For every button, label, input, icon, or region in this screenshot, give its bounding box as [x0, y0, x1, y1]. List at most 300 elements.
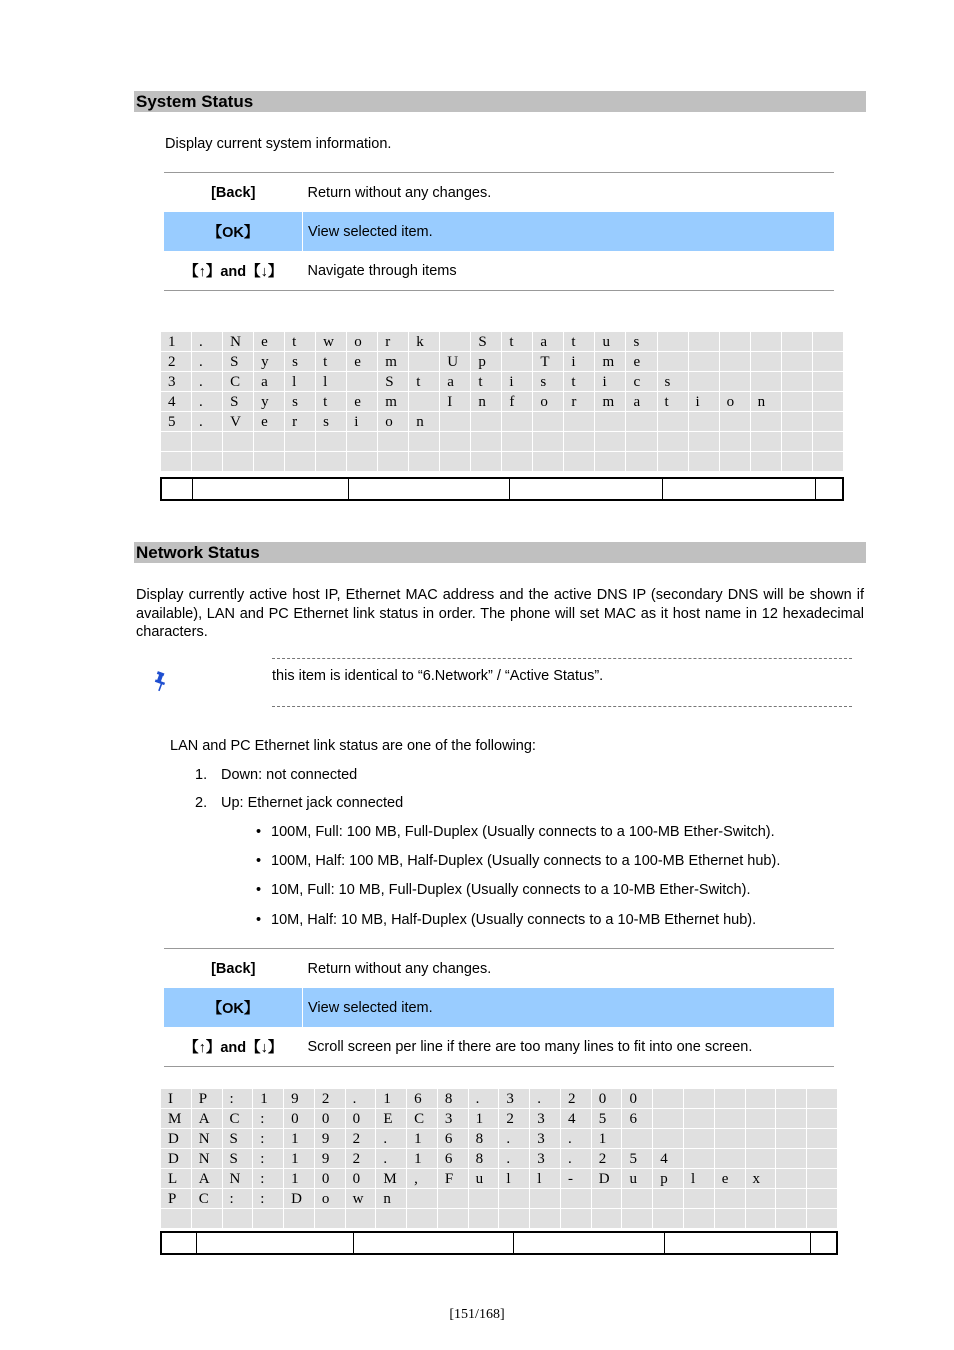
lcd-cell: 8: [468, 1149, 499, 1169]
lcd-cell: [440, 412, 471, 432]
lcd-row: [161, 452, 844, 472]
lcd-cell: 2: [499, 1109, 530, 1129]
lcd-cell: [781, 372, 812, 392]
lcd-cell: [776, 1089, 807, 1109]
lcd-cell: r: [378, 332, 409, 352]
lcd-cell: r: [564, 392, 595, 412]
lcd-cell: [161, 452, 192, 472]
lcd-cell: S: [223, 392, 254, 412]
lcd-cell: 1: [284, 1149, 315, 1169]
lcd-cell: k: [409, 332, 440, 352]
lcd-cell: o: [533, 392, 564, 412]
lcd-cell: l: [285, 372, 316, 392]
lcd-cell: o: [719, 392, 750, 412]
lcd-cell: [776, 1129, 807, 1149]
lcd-cell: [409, 432, 440, 452]
key-desc: View selected item.: [303, 988, 835, 1027]
key-row-arrows: [164, 1027, 834, 1067]
lcd-cell: [533, 432, 564, 452]
lcd-cell: 1: [253, 1089, 284, 1109]
lcd-cell: [776, 1109, 807, 1129]
lcd-row: [161, 1169, 838, 1189]
key-label: [Back]: [164, 949, 303, 989]
lcd-cell: [657, 452, 688, 472]
lcd-cell: I: [440, 392, 471, 412]
lcd-cell: [714, 1189, 745, 1209]
lcd-cell: [657, 332, 688, 352]
lcd-cell: [192, 432, 223, 452]
lcd-cell: [657, 412, 688, 432]
lcd-cell: S: [471, 332, 502, 352]
lcd-cell: [653, 1089, 684, 1109]
section-title: Network Status: [136, 543, 260, 562]
lcd-cell: [653, 1129, 684, 1149]
lcd-cell: S: [378, 372, 409, 392]
lcd-cell: [684, 1089, 715, 1109]
lcd-cell: [688, 372, 719, 392]
lcd-cell: [684, 1209, 715, 1229]
lcd-cell: [688, 332, 719, 352]
system-status-lcd-screen: [160, 331, 844, 472]
lcd-cell: [440, 332, 471, 352]
lcd-cell: :: [222, 1189, 253, 1209]
lcd-cell: [502, 352, 533, 372]
lcd-cell: [440, 452, 471, 472]
key-desc: Return without any changes.: [303, 173, 835, 213]
lcd-cell: [223, 432, 254, 452]
lcd-cell: [812, 432, 843, 452]
lcd-cell: N: [191, 1149, 222, 1169]
lcd-cell: [719, 432, 750, 452]
lcd-cell: [688, 452, 719, 472]
lcd-cell: e: [254, 412, 285, 432]
lcd-cell: e: [714, 1169, 745, 1189]
bullet-icon: •: [256, 853, 262, 869]
lcd-row: [161, 392, 844, 412]
lcd-cell: e: [347, 392, 378, 412]
lcd-cell: t: [316, 392, 347, 412]
lcd-row: [161, 332, 844, 352]
lcd-cell: f: [502, 392, 533, 412]
lcd-cell: V: [223, 412, 254, 432]
lcd-cell: .: [192, 332, 223, 352]
lcd-cell: 0: [314, 1109, 345, 1129]
lcd-cell: [564, 412, 595, 432]
lcd-cell: [564, 452, 595, 472]
lcd-cell: 4: [161, 392, 192, 412]
softkey-slot: [162, 479, 193, 499]
lcd-cell: C: [223, 372, 254, 392]
lcd-cell: [781, 332, 812, 352]
lcd-cell: [622, 1209, 653, 1229]
lcd-cell: C: [222, 1109, 253, 1129]
lcd-row: [161, 1149, 838, 1169]
lcd-cell: m: [378, 352, 409, 372]
lcd-row: [161, 412, 844, 432]
lcd-cell: :: [222, 1089, 253, 1109]
lcd-row: [161, 1129, 838, 1149]
lcd-cell: t: [316, 352, 347, 372]
lcd-cell: [502, 432, 533, 452]
key-row-arrows: [164, 251, 834, 291]
lcd-cell: [812, 392, 843, 412]
lcd-cell: [719, 452, 750, 472]
lcd-cell: t: [285, 332, 316, 352]
lcd-cell: e: [347, 352, 378, 372]
lcd-cell: N: [191, 1129, 222, 1149]
lcd-cell: C: [191, 1189, 222, 1209]
list-item: Down: not connected: [221, 767, 358, 783]
key-label: 【OK】: [164, 988, 303, 1027]
lcd-cell: [688, 352, 719, 372]
lcd-cell: M: [161, 1109, 192, 1129]
lcd-cell: L: [161, 1169, 192, 1189]
lcd-cell: [437, 1189, 468, 1209]
lcd-cell: u: [595, 332, 626, 352]
lcd-cell: [471, 452, 502, 472]
lcd-cell: [776, 1169, 807, 1189]
lcd-cell: [254, 432, 285, 452]
key-label: 【OK】: [164, 212, 303, 251]
lcd-cell: 9: [314, 1129, 345, 1149]
lcd-cell: [750, 372, 781, 392]
note-divider-top: [272, 658, 852, 659]
lcd-cell: t: [564, 332, 595, 352]
lcd-cell: 2: [314, 1089, 345, 1109]
lcd-cell: 0: [314, 1169, 345, 1189]
system-status-softkey-bar: [160, 477, 844, 501]
lcd-cell: 0: [591, 1089, 622, 1109]
lcd-cell: .: [499, 1149, 530, 1169]
lcd-cell: i: [347, 412, 378, 432]
lcd-row: [161, 372, 844, 392]
lcd-cell: 2: [345, 1149, 376, 1169]
lcd-cell: [560, 1189, 591, 1209]
lcd-cell: S: [223, 352, 254, 372]
note-divider-bottom: [272, 706, 852, 707]
softkey-slot: [816, 479, 841, 499]
lcd-cell: [471, 412, 502, 432]
lcd-cell: [776, 1209, 807, 1229]
section-header-system-status: [134, 91, 866, 112]
lcd-row: [161, 1109, 838, 1129]
lcd-cell: .: [376, 1129, 407, 1149]
lcd-cell: [314, 1209, 345, 1229]
lcd-cell: A: [191, 1169, 222, 1189]
lcd-cell: [499, 1189, 530, 1209]
key-row-back: [164, 173, 834, 213]
lcd-cell: [745, 1089, 776, 1109]
lcd-cell: n: [750, 392, 781, 412]
softkey-slot: [197, 1233, 354, 1253]
lcd-cell: [653, 1189, 684, 1209]
lcd-cell: [223, 452, 254, 472]
lcd-cell: 6: [437, 1129, 468, 1149]
lcd-cell: e: [626, 352, 657, 372]
softkey-slot: [162, 1233, 197, 1253]
lcd-cell: 9: [314, 1149, 345, 1169]
lcd-cell: [468, 1189, 499, 1209]
lcd-cell: [750, 352, 781, 372]
lcd-cell: 2: [560, 1089, 591, 1109]
lcd-cell: [781, 352, 812, 372]
lcd-cell: s: [316, 412, 347, 432]
lcd-cell: [316, 452, 347, 472]
softkey-slot: [510, 479, 663, 499]
lcd-cell: [812, 352, 843, 372]
lcd-cell: T: [533, 352, 564, 372]
lcd-cell: [591, 1189, 622, 1209]
lcd-cell: N: [223, 332, 254, 352]
lcd-cell: w: [316, 332, 347, 352]
lcd-cell: s: [657, 372, 688, 392]
lcd-cell: [684, 1129, 715, 1149]
lcd-cell: [688, 412, 719, 432]
lcd-cell: .: [468, 1089, 499, 1109]
lcd-cell: x: [745, 1169, 776, 1189]
lcd-cell: .: [192, 412, 223, 432]
lcd-cell: i: [688, 392, 719, 412]
lcd-cell: .: [192, 352, 223, 372]
lcd-cell: [781, 412, 812, 432]
lcd-cell: [626, 452, 657, 472]
lcd-cell: [812, 332, 843, 352]
lcd-row: [161, 1209, 838, 1229]
lcd-cell: 1: [284, 1129, 315, 1149]
lcd-cell: a: [254, 372, 285, 392]
lcd-cell: [502, 452, 533, 472]
lcd-cell: [376, 1209, 407, 1229]
lcd-cell: 8: [437, 1089, 468, 1109]
lcd-cell: 3: [530, 1109, 561, 1129]
lcd-cell: [595, 432, 626, 452]
lcd-cell: [407, 1189, 438, 1209]
lcd-cell: A: [191, 1109, 222, 1129]
list-item: Up: Ethernet jack connected: [221, 795, 404, 811]
lcd-cell: [719, 412, 750, 432]
lcd-cell: [714, 1089, 745, 1109]
lcd-cell: a: [440, 372, 471, 392]
lcd-cell: [409, 352, 440, 372]
lcd-cell: u: [622, 1169, 653, 1189]
lcd-cell: 4: [653, 1149, 684, 1169]
lcd-cell: [285, 452, 316, 472]
lcd-cell: u: [468, 1169, 499, 1189]
lcd-cell: y: [254, 352, 285, 372]
lcd-cell: a: [533, 332, 564, 352]
lcd-cell: 0: [345, 1169, 376, 1189]
lcd-row: [161, 432, 844, 452]
lcd-cell: [781, 432, 812, 452]
lcd-cell: [347, 372, 378, 392]
lcd-cell: .: [376, 1149, 407, 1169]
list-item-number: 1.: [195, 767, 208, 783]
lcd-cell: [653, 1209, 684, 1229]
lcd-cell: l: [499, 1169, 530, 1189]
bullet-icon: •: [256, 824, 262, 840]
lcd-cell: D: [284, 1189, 315, 1209]
lcd-cell: [776, 1189, 807, 1209]
lcd-cell: t: [502, 332, 533, 352]
lcd-cell: [530, 1189, 561, 1209]
lcd-cell: :: [253, 1149, 284, 1169]
key-row-back: [164, 949, 834, 989]
lcd-cell: I: [161, 1089, 192, 1109]
lcd-cell: S: [222, 1129, 253, 1149]
lcd-cell: m: [378, 392, 409, 412]
lcd-cell: [284, 1209, 315, 1229]
lcd-cell: 5: [591, 1109, 622, 1129]
lcd-cell: [626, 432, 657, 452]
lcd-cell: [750, 452, 781, 472]
lcd-cell: :: [253, 1129, 284, 1149]
network-status-lcd-screen: [160, 1088, 838, 1229]
link-status-intro: LAN and PC Ethernet link status are one of the following:: [170, 738, 536, 754]
lcd-cell: C: [407, 1109, 438, 1129]
lcd-cell: [653, 1109, 684, 1129]
lcd-cell: .: [192, 372, 223, 392]
softkey-slot: [349, 479, 510, 499]
lcd-cell: [564, 432, 595, 452]
lcd-cell: 0: [345, 1109, 376, 1129]
bullet-icon: •: [256, 912, 262, 928]
lcd-cell: D: [161, 1129, 192, 1149]
lcd-cell: 3: [530, 1149, 561, 1169]
lcd-cell: [595, 452, 626, 472]
lcd-cell: [684, 1189, 715, 1209]
lcd-cell: [745, 1209, 776, 1229]
lcd-cell: t: [471, 372, 502, 392]
lcd-cell: [192, 452, 223, 472]
lcd-cell: o: [378, 412, 409, 432]
key-desc: Return without any changes.: [303, 949, 835, 989]
lcd-cell: [378, 452, 409, 472]
lcd-cell: [807, 1169, 838, 1189]
lcd-cell: D: [161, 1149, 192, 1169]
lcd-cell: [750, 412, 781, 432]
lcd-cell: [409, 452, 440, 472]
lcd-cell: [719, 332, 750, 352]
lcd-cell: l: [684, 1169, 715, 1189]
lcd-cell: ,: [407, 1169, 438, 1189]
lcd-cell: [684, 1109, 715, 1129]
network-status-softkey-bar: [160, 1231, 838, 1255]
lcd-cell: [714, 1149, 745, 1169]
lcd-cell: p: [471, 352, 502, 372]
lcd-cell: [626, 412, 657, 432]
lcd-cell: 4: [560, 1109, 591, 1129]
lcd-row: [161, 1189, 838, 1209]
lcd-cell: [807, 1209, 838, 1229]
lcd-cell: [684, 1149, 715, 1169]
lcd-cell: S: [222, 1149, 253, 1169]
lcd-cell: 5: [622, 1149, 653, 1169]
lcd-cell: i: [564, 352, 595, 372]
lcd-cell: s: [285, 352, 316, 372]
lcd-cell: [161, 432, 192, 452]
lcd-cell: [714, 1209, 745, 1229]
network-status-description: Display currently active host IP, Ethernet MAC address and the active DNS IP (secondary DNS will be shown if available), LAN and PC Ethernet link status in order. The phone will set MAC as it host name in 12 hexadecimal characters.: [136, 587, 864, 640]
key-desc: View selected item.: [303, 212, 835, 251]
section-title: System Status: [136, 92, 254, 111]
key-label: 【↑】and【↓】: [164, 1027, 303, 1067]
lcd-cell: [781, 392, 812, 412]
softkey-slot: [514, 1233, 665, 1253]
lcd-cell: U: [440, 352, 471, 372]
lcd-cell: p: [653, 1169, 684, 1189]
network-status-key-table: [164, 948, 834, 1067]
softkey-slot: [665, 1233, 811, 1253]
lcd-cell: [807, 1109, 838, 1129]
lcd-cell: [161, 1209, 192, 1229]
lcd-cell: r: [285, 412, 316, 432]
lcd-cell: [437, 1209, 468, 1229]
lcd-cell: :: [253, 1109, 284, 1129]
lcd-cell: [316, 432, 347, 452]
lcd-cell: 1: [376, 1089, 407, 1109]
lcd-cell: [745, 1189, 776, 1209]
lcd-cell: D: [591, 1169, 622, 1189]
lcd-cell: [409, 392, 440, 412]
lcd-cell: [812, 372, 843, 392]
lcd-cell: [657, 432, 688, 452]
lcd-cell: .: [560, 1129, 591, 1149]
lcd-cell: [530, 1209, 561, 1229]
lcd-cell: :: [253, 1169, 284, 1189]
lcd-cell: [471, 432, 502, 452]
lcd-cell: P: [161, 1189, 192, 1209]
lcd-cell: 2: [591, 1149, 622, 1169]
system-status-description: Display current system information.: [165, 136, 392, 152]
lcd-cell: [468, 1209, 499, 1229]
lcd-cell: [560, 1209, 591, 1229]
lcd-cell: .: [192, 392, 223, 412]
lcd-cell: s: [626, 332, 657, 352]
lcd-cell: l: [316, 372, 347, 392]
lcd-cell: s: [533, 372, 564, 392]
lcd-cell: [345, 1209, 376, 1229]
system-status-key-table: [164, 172, 834, 291]
lcd-cell: [502, 412, 533, 432]
lcd-cell: i: [502, 372, 533, 392]
lcd-row: [161, 1089, 838, 1109]
lcd-cell: t: [564, 372, 595, 392]
lcd-cell: t: [409, 372, 440, 392]
lcd-cell: [781, 452, 812, 472]
lcd-cell: s: [285, 392, 316, 412]
lcd-cell: y: [254, 392, 285, 412]
lcd-cell: [499, 1209, 530, 1229]
lcd-cell: N: [222, 1169, 253, 1189]
lcd-cell: m: [595, 352, 626, 372]
lcd-cell: 9: [284, 1089, 315, 1109]
lcd-cell: .: [530, 1089, 561, 1109]
lcd-cell: 3: [499, 1089, 530, 1109]
lcd-cell: l: [530, 1169, 561, 1189]
lcd-cell: o: [314, 1189, 345, 1209]
bullet-icon: •: [256, 882, 262, 898]
lcd-cell: [776, 1149, 807, 1169]
lcd-cell: 1: [591, 1129, 622, 1149]
softkey-slot: [193, 479, 349, 499]
lcd-cell: e: [254, 332, 285, 352]
lcd-cell: [378, 432, 409, 452]
pushpin-icon: [153, 670, 169, 692]
lcd-cell: n: [471, 392, 502, 412]
lcd-cell: [285, 432, 316, 452]
lcd-cell: [714, 1109, 745, 1129]
lcd-cell: 3: [437, 1109, 468, 1129]
